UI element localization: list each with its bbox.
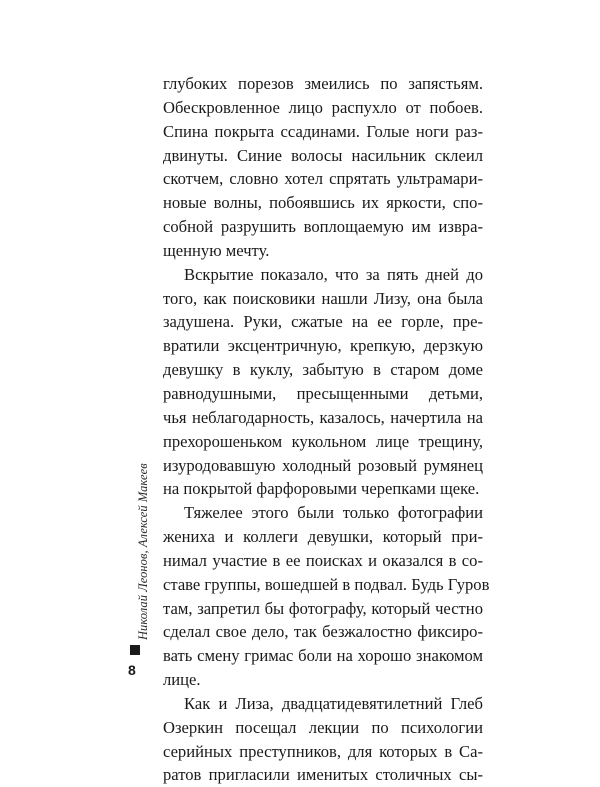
text-line: ратов пригласили именитых столичных сы- (163, 765, 483, 785)
text-line: девушку в куклу, забытую в старом доме (163, 360, 483, 380)
text-line: сделал свое дело, так безжалостно фиксиро- (163, 622, 483, 642)
text-line: задушена. Руки, сжатые на ее горле, пре- (163, 312, 483, 332)
text-line: Тяжелее этого были только фотографии (184, 503, 483, 523)
running-head-authors: Николай Леонов, Алексей Макеев (136, 463, 150, 640)
text-line: лице. (163, 670, 201, 690)
text-line: Озеркин посещал лекции по психологии (163, 717, 483, 737)
text-line: вать смену гримас боли на хорошо знакомом (163, 646, 483, 666)
page-number: 8 (128, 662, 136, 678)
text-line: изуродовавшую холодный розовый румянец (163, 455, 483, 475)
text-line: двинуты. Синие волосы насильник склеил (163, 145, 483, 165)
text-line: ставе группы, вошедшей в подвал. Будь Гуров (163, 574, 490, 594)
text-line: новые волны, побоявшись их яркости, спо- (163, 193, 483, 213)
text-line: нимал участие в ее поисках и оказался в со- (163, 550, 483, 570)
text-line: Вскрытие показало, что за пять дней до (184, 264, 483, 284)
text-line: чья неблагодарность, казалось, начертила на (163, 407, 483, 427)
text-line: жениха и коллеги девушки, который при- (163, 527, 483, 547)
text-line: скотчем, словно хотел спрятать ультрамари- (163, 169, 483, 189)
text-line: Обескровленное лицо распухло от побоев. (163, 97, 483, 117)
text-line: серийных преступников, для которых в Са- (163, 741, 483, 761)
text-line: Как и Лиза, двадцатидевятилетний Глеб (184, 693, 483, 713)
text-line: вратили эксцентричную, крепкую, дерзкую (163, 336, 483, 356)
text-line: прехорошеньком кукольном лице трещину, (163, 431, 483, 451)
text-line: собной разрушить воплощаемую им извра- (163, 217, 483, 237)
square-marker-icon (130, 645, 140, 655)
text-line: равнодушными, пресыщенными детьми, (163, 383, 483, 403)
text-line: щенную мечту. (163, 240, 270, 260)
text-line: глубоких порезов змеились по запястьям. (163, 74, 483, 93)
text-line: Спина покрыта ссадинами. Голые ноги раз- (163, 121, 483, 141)
text-line: на покрытой фарфоровыми черепками щеке. (163, 479, 480, 499)
text-line: того, как поисковики нашли Лизу, она была (163, 288, 483, 308)
body-text (163, 72, 490, 787)
text-line: там, запретил бы фотографу, который честно (163, 598, 483, 618)
